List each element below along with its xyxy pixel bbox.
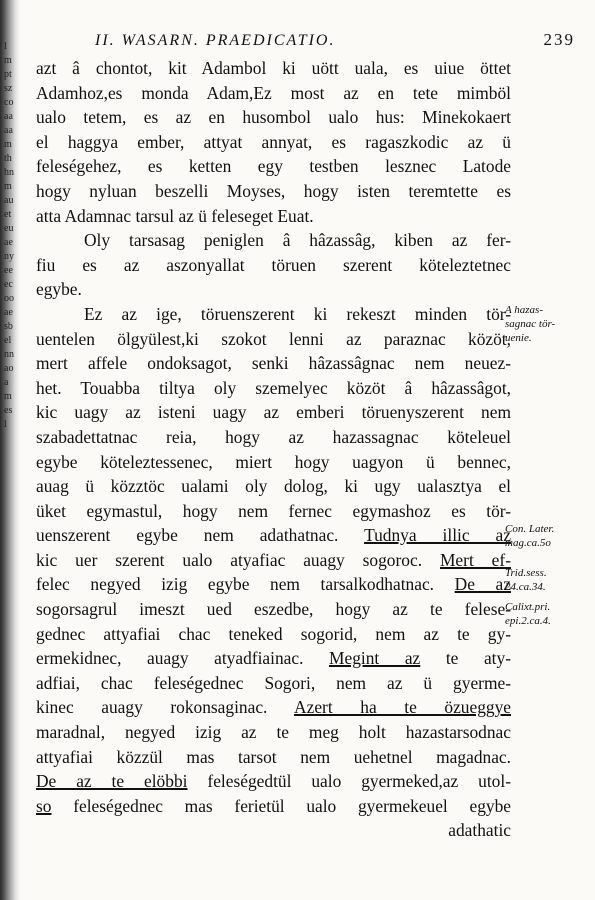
text-line: atta Adamnac tarsul az ü feleseget Euat. [36,205,314,226]
facing-page-edge-text: lmptszcoaaaamthhnmaueteuaenyeeecooaesbelnnaoamesl [4,41,14,430]
text-line-with-underline [36,548,511,573]
text-line: azt â chontot, kit Adambol ki uött uala, es uiue öttet [36,58,511,78]
text-line-with-underline [36,695,511,720]
paragraph-start-line: Oly tarsasag peniglen â hâzassâg, kiben az fer- [84,230,511,251]
page-header [95,32,575,54]
text-line: sogorsagrul imeszt ued eszedbe, hogy az te felese- [36,599,511,620]
text-line: feleségehez, es ketten egy testben lesznec Latode [36,156,511,177]
text-segment: feleségedtül ualo gyermeked,az utol- [207,771,511,792]
text-line-with-underline [36,794,511,819]
text-line: kic uagy az isteni uagy az emberi töruenyszerent nem [36,402,511,423]
text-segment: feleségednec mas ferietül ualo gyermekeuel egybe [73,795,511,816]
text-line: ualo tetem, es az en husombol ualo hus: Minekokaert [36,107,511,128]
underlined-phrase: Azert ha te özueggye [294,697,512,718]
text-line: het. Touabba tiltya oly szemelyec közöt â hâzassâgot, [36,377,511,398]
text-line: üket egymastul, hogy nem fernec egymashoz es tör- [36,500,511,521]
running-title: II. WASARN. PRAEDICATIO. [95,32,336,49]
margin-note-line: mag.ca.5o [505,537,551,549]
body-text [36,56,511,843]
catchword-line: adathatic [448,820,511,841]
margin-note-line: uenie. [505,332,532,344]
margin-note [505,522,595,550]
text-line: maradnal, negyed izig az te meg holt hazastarsodnac [36,722,511,743]
margin-note [505,566,595,594]
margin-note-line: Calixt.pri. [505,601,551,613]
text-line-with-underline [36,523,511,548]
underlined-phrase: Tudnya illic az [364,525,511,546]
text-line: attyafiai közzül mas tarsot nem uehetnel magadnac. [36,746,511,767]
text-line: egybe. [36,279,82,300]
underlined-phrase: Megint az [329,648,421,669]
page-gutter-shadow [0,0,20,900]
text-segment: kic uer szerent ualo atyafiac auagy sogoroc. [36,549,423,570]
margin-note [505,600,595,628]
text-line: szabadettatnac reia, hogy az hazassagnac köteleuel [36,426,511,447]
text-line-with-underline [36,769,511,794]
margin-note-line: Trid.sess. [505,567,547,579]
margin-note [505,303,595,345]
text-segment: te aty- [445,648,511,669]
text-segment: uenszerent egybe nem adathatnac. [36,525,339,546]
paragraph-start-line: Ez az ige, töruenszerent ki rekeszt minden tör- [84,303,511,324]
margin-note-line: Con. Later. [505,523,555,535]
text-segment: kinec auagy rokonsaginac. [36,697,268,718]
text-line: mert affele ondoksagot, senki hâzassâgnac nem neuez- [36,353,511,374]
margin-note-line: epi.2.ca.4. [505,615,551,627]
text-line: uentelen ölgyülest,ki szokot lenni az paraznac közöt, [36,328,511,349]
text-segment: felec negyed izig egybe nem tarsalkodhatnac. [36,574,435,595]
underlined-phrase: so [36,795,52,816]
text-line: adfiai, chac feleségednec Sogori, nem az ü gyerme- [36,672,511,693]
underlined-phrase: De az te elöbbi [36,771,188,792]
text-segment: ermekidnec, auagy atyadfiainac. [36,648,304,669]
margin-note-line: 24.ca.34. [505,581,546,593]
text-line: Adamhoz,es monda Adam,Ez most az en tete mimböl [36,82,511,103]
margin-note-line: sagnac tör- [505,318,556,330]
text-line-with-underline [36,646,511,671]
text-line-with-underline [36,572,511,597]
page-number: 239 [543,30,575,49]
margin-note-line: A hazas- [505,304,543,316]
text-line: egybe köteleztessenec, miert hogy uagyon ü bennec, [36,451,511,472]
text-line: fiu es az aszonyallat töruen szerent köteleztetnec [36,254,511,275]
text-line: el haggya ember, attyat annyat, es ragaszkodic az ü [36,131,511,152]
text-line: hogy nyluan beszelli Moyses, hogy isten teremtette es [36,180,511,201]
underlined-phrase: Mert ef- [439,549,511,570]
underlined-phrase: De az [454,574,511,595]
text-line: auag ü közztöc ualami oly dolog, ki ugy ualasztya el [36,476,511,497]
text-line: gednec attyafiai chac teneked sogorid, nem az te gy- [36,623,511,644]
